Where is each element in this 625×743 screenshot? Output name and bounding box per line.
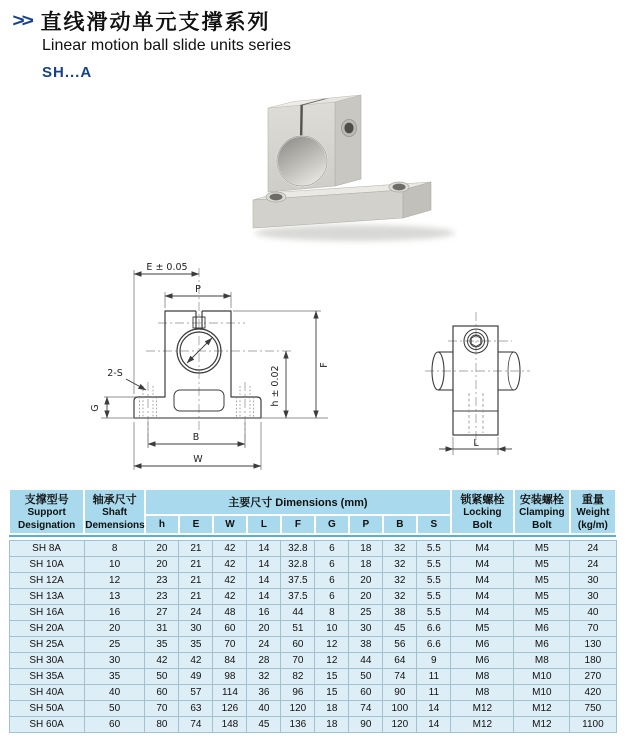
cell-dim-b: 45	[383, 621, 417, 637]
dim-label-b: B	[192, 432, 200, 443]
table-row	[9, 685, 616, 701]
cell-shaft: 50	[84, 701, 145, 717]
cell-dim-h: 23	[145, 573, 179, 589]
cell-weight: 40	[570, 605, 616, 621]
cell-weight: 750	[570, 701, 616, 717]
table-row	[9, 717, 616, 733]
page-title-en: Linear motion ball slide units series	[42, 37, 292, 54]
shaft-support-render	[243, 86, 488, 248]
cell-dim-f: 120	[281, 701, 315, 717]
cell-support: SH 35A	[9, 669, 84, 685]
cell-support: SH 50A	[9, 701, 84, 717]
cell-weight: 24	[570, 541, 616, 557]
cell-dim-e: 30	[179, 621, 213, 637]
cell-dim-g: 6	[315, 573, 349, 589]
cell-clamping-bolt: M6	[514, 621, 570, 637]
cell-dim-b: 120	[383, 717, 417, 733]
cell-support: SH 13A	[9, 589, 84, 605]
page-title-cn: 直线滑动单元支撑系列	[40, 11, 271, 34]
cell-weight: 24	[570, 557, 616, 573]
cell-support: SH 16A	[9, 605, 84, 621]
cell-dim-b: 64	[383, 653, 417, 669]
cell-dim-h: 70	[145, 701, 179, 717]
cell-dim-g: 8	[315, 605, 349, 621]
cell-weight: 180	[570, 653, 616, 669]
dim-label-g: G	[90, 404, 101, 412]
cell-locking-bolt: M8	[451, 669, 514, 685]
cell-dim-h: 23	[145, 589, 179, 605]
cell-support: SH 40A	[9, 685, 84, 701]
cell-dim-p: 20	[349, 589, 383, 605]
table-body	[9, 541, 616, 733]
cell-dim-w: 60	[213, 621, 247, 637]
cell-weight: 70	[570, 621, 616, 637]
cell-locking-bolt: M5	[451, 621, 514, 637]
cell-locking-bolt: M6	[451, 653, 514, 669]
col-header-weight: 重量 Weight (kg/m)	[570, 489, 616, 534]
cell-dim-h: 42	[145, 653, 179, 669]
cell-dim-p: 30	[349, 621, 383, 637]
cell-support: SH 60A	[9, 717, 84, 733]
cell-clamping-bolt: M10	[514, 685, 570, 701]
cell-dim-l: 40	[247, 701, 281, 717]
cell-dim-s: 9	[417, 653, 451, 669]
table-header	[9, 489, 616, 541]
cell-dim-h: 31	[145, 621, 179, 637]
cell-dim-f: 44	[281, 605, 315, 621]
table-row	[9, 541, 616, 557]
cell-dim-e: 21	[179, 557, 213, 573]
col-header-f: F	[281, 515, 315, 534]
cell-shaft: 16	[84, 605, 145, 621]
side-view-drawing	[420, 298, 550, 466]
cell-dim-e: 21	[179, 573, 213, 589]
cell-dim-b: 32	[383, 589, 417, 605]
table-row	[9, 669, 616, 685]
cell-dim-w: 42	[213, 589, 247, 605]
cell-dim-w: 42	[213, 557, 247, 573]
table-row	[9, 637, 616, 653]
col-header-w: W	[213, 515, 247, 534]
cell-dim-g: 6	[315, 589, 349, 605]
cell-dim-s: 6.6	[417, 637, 451, 653]
table-row	[9, 653, 616, 669]
dim-label-p: P	[195, 284, 201, 295]
cell-dim-l: 20	[247, 621, 281, 637]
cell-dim-p: 25	[349, 605, 383, 621]
cell-dim-g: 12	[315, 637, 349, 653]
cell-dim-p: 38	[349, 637, 383, 653]
cell-locking-bolt: M4	[451, 589, 514, 605]
col-header-h: h	[145, 515, 179, 534]
cell-dim-f: 32.8	[281, 557, 315, 573]
cell-dim-s: 11	[417, 669, 451, 685]
product-photo	[243, 86, 488, 248]
cell-clamping-bolt: M6	[514, 637, 570, 653]
cell-clamping-bolt: M5	[514, 589, 570, 605]
cell-dim-w: 114	[213, 685, 247, 701]
series-model-code: SH...A	[42, 64, 93, 81]
cell-dim-b: 74	[383, 669, 417, 685]
cell-clamping-bolt: M10	[514, 669, 570, 685]
cell-dim-e: 35	[179, 637, 213, 653]
cell-clamping-bolt: M5	[514, 573, 570, 589]
cell-dim-p: 18	[349, 557, 383, 573]
col-header-clamping-bolt: 安装螺栓 Clamping Bolt	[514, 489, 570, 534]
cell-dim-w: 84	[213, 653, 247, 669]
cell-dim-e: 49	[179, 669, 213, 685]
cell-dim-h: 50	[145, 669, 179, 685]
cell-dim-s: 5.5	[417, 557, 451, 573]
hole-callout-2s: 2-S	[107, 368, 123, 379]
cell-shaft: 40	[84, 685, 145, 701]
cell-dim-s: 5.5	[417, 589, 451, 605]
cell-dim-h: 80	[145, 717, 179, 733]
cell-dim-e: 42	[179, 653, 213, 669]
cell-shaft: 35	[84, 669, 145, 685]
cell-dim-l: 14	[247, 557, 281, 573]
cell-weight: 420	[570, 685, 616, 701]
cell-dim-f: 32.8	[281, 541, 315, 557]
side-view-svg	[420, 298, 550, 466]
cell-shaft: 12	[84, 573, 145, 589]
cell-clamping-bolt: M5	[514, 605, 570, 621]
cell-dim-l: 24	[247, 637, 281, 653]
cell-clamping-bolt: M12	[514, 717, 570, 733]
cell-dim-b: 56	[383, 637, 417, 653]
cell-dim-s: 11	[417, 685, 451, 701]
cell-dim-l: 28	[247, 653, 281, 669]
cell-dim-p: 18	[349, 541, 383, 557]
cell-dim-h: 20	[145, 541, 179, 557]
cell-locking-bolt: M4	[451, 557, 514, 573]
cell-dim-p: 20	[349, 573, 383, 589]
dim-label-w: W	[193, 454, 203, 465]
cell-dim-h: 60	[145, 685, 179, 701]
cell-dim-l: 14	[247, 573, 281, 589]
cell-clamping-bolt: M5	[514, 557, 570, 573]
dim-label-f: F	[319, 362, 330, 368]
col-header-b: B	[383, 515, 417, 534]
cell-dim-l: 16	[247, 605, 281, 621]
cell-dim-f: 37.5	[281, 573, 315, 589]
col-header-e: E	[179, 515, 213, 534]
cell-dim-b: 90	[383, 685, 417, 701]
cell-support: SH 12A	[9, 573, 84, 589]
cell-dim-f: 136	[281, 717, 315, 733]
cell-dim-s: 5.5	[417, 573, 451, 589]
table-row	[9, 589, 616, 605]
cell-support: SH 8A	[9, 541, 84, 557]
col-header-s: S	[417, 515, 451, 534]
cell-dim-f: 37.5	[281, 589, 315, 605]
cell-dim-h: 27	[145, 605, 179, 621]
cell-weight: 1100	[570, 717, 616, 733]
cell-weight: 30	[570, 589, 616, 605]
cell-dim-p: 44	[349, 653, 383, 669]
cell-dim-b: 100	[383, 701, 417, 717]
dim-label-e: E ± 0.05	[146, 262, 188, 273]
cell-dim-w: 42	[213, 573, 247, 589]
cell-dim-g: 15	[315, 669, 349, 685]
cell-dim-b: 32	[383, 573, 417, 589]
cell-shaft: 60	[84, 717, 145, 733]
cell-dim-s: 5.5	[417, 541, 451, 557]
cell-dim-f: 82	[281, 669, 315, 685]
col-header-locking-bolt: 锁紧螺栓 Locking Bolt	[451, 489, 514, 534]
cell-dim-w: 126	[213, 701, 247, 717]
cell-weight: 30	[570, 573, 616, 589]
col-header-l: L	[247, 515, 281, 534]
cell-dim-g: 18	[315, 717, 349, 733]
cell-dim-f: 96	[281, 685, 315, 701]
cell-dim-l: 14	[247, 541, 281, 557]
table-row	[9, 557, 616, 573]
cell-dim-h: 20	[145, 557, 179, 573]
cell-locking-bolt: M4	[451, 541, 514, 557]
cell-locking-bolt: M4	[451, 605, 514, 621]
cell-dim-p: 90	[349, 717, 383, 733]
cell-dim-g: 15	[315, 685, 349, 701]
cell-dim-w: 98	[213, 669, 247, 685]
cell-dim-e: 57	[179, 685, 213, 701]
cell-dim-e: 24	[179, 605, 213, 621]
cell-dim-p: 60	[349, 685, 383, 701]
table-row	[9, 621, 616, 637]
cell-support: SH 10A	[9, 557, 84, 573]
cell-dim-l: 32	[247, 669, 281, 685]
dimensions-table	[8, 488, 617, 733]
col-header-main-dimensions: 主要尺寸 Dimensions (mm)	[145, 489, 451, 515]
cell-clamping-bolt: M5	[514, 541, 570, 557]
cell-locking-bolt: M12	[451, 701, 514, 717]
cell-shaft: 25	[84, 637, 145, 653]
cell-support: SH 30A	[9, 653, 84, 669]
cell-shaft: 20	[84, 621, 145, 637]
cell-weight: 130	[570, 637, 616, 653]
cell-clamping-bolt: M12	[514, 701, 570, 717]
cell-support: SH 25A	[9, 637, 84, 653]
cell-dim-g: 6	[315, 557, 349, 573]
front-view-drawing	[88, 258, 338, 476]
cell-dim-g: 12	[315, 653, 349, 669]
cell-dim-b: 38	[383, 605, 417, 621]
cell-dim-g: 18	[315, 701, 349, 717]
cell-dim-s: 5.5	[417, 605, 451, 621]
cell-locking-bolt: M12	[451, 717, 514, 733]
cell-locking-bolt: M6	[451, 637, 514, 653]
cell-dim-e: 21	[179, 589, 213, 605]
cell-dim-e: 21	[179, 541, 213, 557]
col-header-support: 支撑型号 Support Designation	[9, 489, 84, 534]
dim-label-h: h ± 0.02	[270, 365, 281, 407]
cell-support: SH 20A	[9, 621, 84, 637]
cell-dim-f: 70	[281, 653, 315, 669]
dim-label-l: L	[473, 438, 479, 449]
cell-dim-g: 10	[315, 621, 349, 637]
front-view-svg	[88, 258, 338, 476]
cell-dim-f: 51	[281, 621, 315, 637]
cell-dim-s: 6.6	[417, 621, 451, 637]
cell-dim-b: 32	[383, 557, 417, 573]
col-header-g: G	[315, 515, 349, 534]
cell-weight: 270	[570, 669, 616, 685]
cell-shaft: 10	[84, 557, 145, 573]
cell-dim-w: 148	[213, 717, 247, 733]
cell-dim-p: 50	[349, 669, 383, 685]
cell-dim-b: 32	[383, 541, 417, 557]
double-chevron-icon: >>	[12, 10, 31, 31]
cell-shaft: 13	[84, 589, 145, 605]
cell-dim-l: 36	[247, 685, 281, 701]
cell-dim-w: 48	[213, 605, 247, 621]
cell-clamping-bolt: M8	[514, 653, 570, 669]
col-header-p: P	[349, 515, 383, 534]
table-row	[9, 573, 616, 589]
cell-dim-s: 14	[417, 701, 451, 717]
cell-dim-w: 42	[213, 541, 247, 557]
cell-shaft: 30	[84, 653, 145, 669]
page-header	[12, 6, 291, 81]
cell-dim-f: 60	[281, 637, 315, 653]
cell-dim-g: 6	[315, 541, 349, 557]
cell-locking-bolt: M4	[451, 573, 514, 589]
cell-dim-s: 14	[417, 717, 451, 733]
table-row	[9, 605, 616, 621]
cell-dim-l: 14	[247, 589, 281, 605]
table-row	[9, 701, 616, 717]
cell-dim-h: 35	[145, 637, 179, 653]
cell-dim-p: 74	[349, 701, 383, 717]
col-header-shaft: 轴承尺寸 Shaft Demensions	[84, 489, 145, 534]
cell-shaft: 8	[84, 541, 145, 557]
cell-dim-e: 63	[179, 701, 213, 717]
cell-locking-bolt: M8	[451, 685, 514, 701]
cell-dim-w: 70	[213, 637, 247, 653]
cell-dim-l: 45	[247, 717, 281, 733]
cell-dim-e: 74	[179, 717, 213, 733]
